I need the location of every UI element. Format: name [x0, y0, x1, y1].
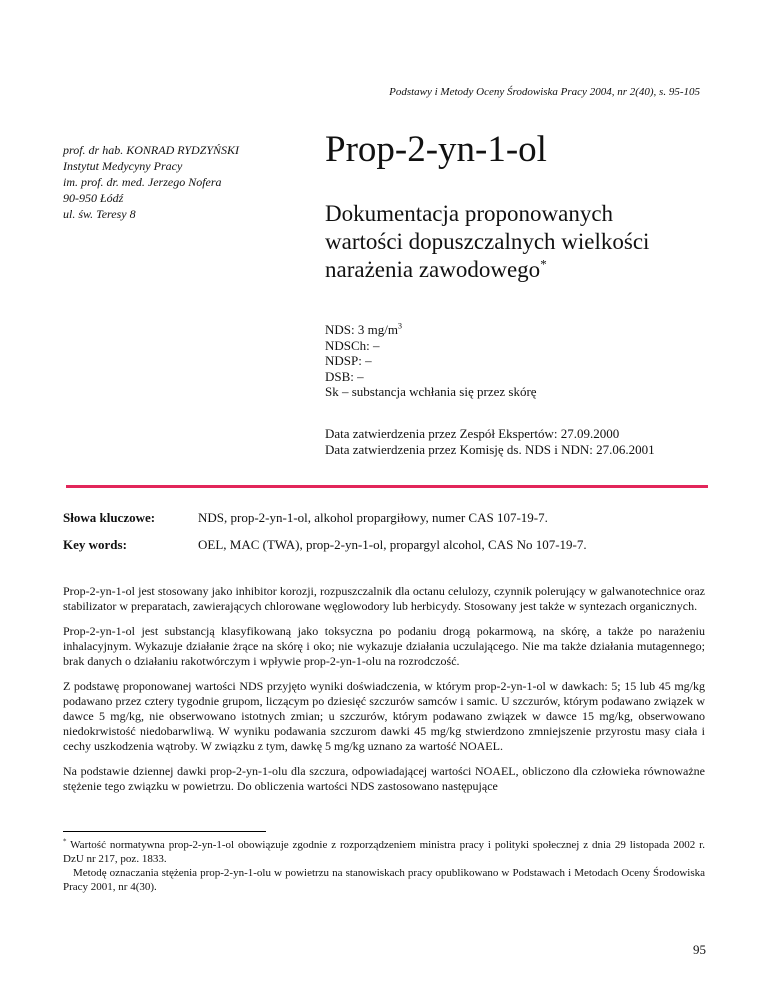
- keywords-polish-value: NDS, prop-2-yn-1-ol, alkohol propargiłowy, numer CAS 107-19-7.: [198, 510, 548, 525]
- footnote-text-1: Wartość normatywna prop-2-yn-1-ol obowiązuje zgodnie z rozporządzeniem ministra pracy i polityki społecznej z dnia 29 listopada 2002 r. DzU nr 217, poz. 1833.: [63, 839, 705, 865]
- document-subtitle: [325, 200, 705, 284]
- keywords-english-label: Key words:: [63, 537, 127, 552]
- author-name: prof. dr hab. KONRAD RYDZYŃSKI: [63, 143, 240, 157]
- subtitle-line-2: wartości dopuszczalnych wielkości: [325, 229, 650, 254]
- paragraph-toxicity: Prop-2-yn-1-ol jest substancją klasyfikowaną jako toksyczna po podaniu drogą pokarmową, na skórę, a także po narażeniu inhalacyjnym. Wykazuje działanie żrące na skórę i oko; nie wykazuje działania uczulającego. Nie ma także działania mutagennego; brak danych o działaniu rakotwórczym i wpływie prop-2-yn-1-olu na rozrodczość.: [63, 624, 705, 668]
- subtitle-line-3: [325, 256, 705, 284]
- dsb-value: DSB: –: [325, 368, 364, 384]
- section-divider: [66, 485, 708, 488]
- limit-values: [325, 322, 537, 400]
- keywords-polish: [63, 510, 548, 526]
- journal-header: Podstawy i Metody Oceny Środowiska Pracy 2004, nr 2(40), s. 95-105: [389, 86, 700, 98]
- nds-text: NDS: 3 mg/m: [325, 322, 398, 337]
- footnote-line-1: [63, 838, 705, 866]
- author-institute: Instytut Medycyny Pracy: [63, 159, 183, 173]
- abstract-body: [63, 584, 705, 804]
- document-title: Prop-2-yn-1-ol: [325, 129, 547, 170]
- keywords-english-value: OEL, MAC (TWA), prop-2-yn-1-ol, propargyl alcohol, CAS No 107-19-7.: [198, 537, 587, 552]
- subtitle-line-3-text: narażenia zawodowego: [325, 257, 541, 282]
- keywords-english: [63, 537, 587, 553]
- paragraph-usage: Prop-2-yn-1-ol jest stosowany jako inhibitor korozji, rozpuszczalnik dla octanu celulozy, czynnik polerujący w galwanotechnice oraz stabilizator w preparatach, zawierających chlorowane węglowodory lub herbicydy. Stosowany jest także w syntezach organicznych.: [63, 584, 705, 613]
- paragraph-experiment: Z podstawę proponowanej wartości NDS przyjęto wyniki doświadczenia, w którym prop-2-yn-1-ol w dawkach: 5; 15 lub 45 mg/kg podawano przez cztery tygodnie grupom, liczącym po dziesięć szczurów samców i samic. U szczurów, którym podawano związek w dawce 5 mg/kg, nie obserwowano istotnych zmian; u szczurów, którym podawano związek w dawce 15 mg/kg, obserwowano niedokrwistość niedobarwliwą. W wyniku podawania szczurom dawki 45 mg/kg stwierdzono zmniejszenie przyrostu masy ciała i cechy uszkodzenia wątroby. W związku z tym, dawkę 5 mg/kg uznano za wartość NOAEL.: [63, 679, 705, 753]
- nds-value: [325, 322, 537, 338]
- footnote: [63, 838, 705, 894]
- keywords-polish-label: Słowa kluczowe:: [63, 510, 156, 525]
- footnote-mark: *: [63, 837, 67, 846]
- footnote-marker: *: [540, 256, 547, 272]
- author-postal-code: 90-950 Łódź: [63, 191, 124, 205]
- nds-exponent: 3: [397, 321, 402, 331]
- author-block: [63, 142, 293, 222]
- footnote-divider: [63, 831, 266, 832]
- author-street: ul. św. Teresy 8: [63, 207, 136, 221]
- author-institute-name: im. prof. dr. med. Jerzego Nofera: [63, 175, 222, 189]
- subtitle-line-1: Dokumentacja proponowanych: [325, 201, 614, 226]
- paragraph-calculation: Na podstawie dziennej dawki prop-2-yn-1-olu dla szczura, odpowiadającej wartości NOAEL, obliczono dla człowieka równoważne stężenie tego związku w powietrzu. Do obliczenia wartości NDS zastosowano następujące: [63, 764, 705, 793]
- experts-approval-date: Data zatwierdzenia przez Zespół Ekspertów: 27.09.2000: [325, 426, 620, 441]
- ndsch-value: NDSCh: –: [325, 337, 380, 353]
- skin-notation: Sk – substancja wchłania się przez skórę: [325, 384, 537, 399]
- footnote-line-2: Metodę oznaczania stężenia prop-2-yn-1-olu w powietrzu na stanowiskach pracy opublikowano w Podstawach i Metodach Oceny Środowiska Pracy 2001, nr 4(30).: [63, 867, 705, 893]
- commission-approval-date: Data zatwierdzenia przez Komisję ds. NDS i NDN: 27.06.2001: [325, 442, 655, 457]
- approval-dates: [325, 426, 655, 458]
- ndsp-value: NDSP: –: [325, 353, 372, 368]
- page-number: 95: [693, 942, 706, 957]
